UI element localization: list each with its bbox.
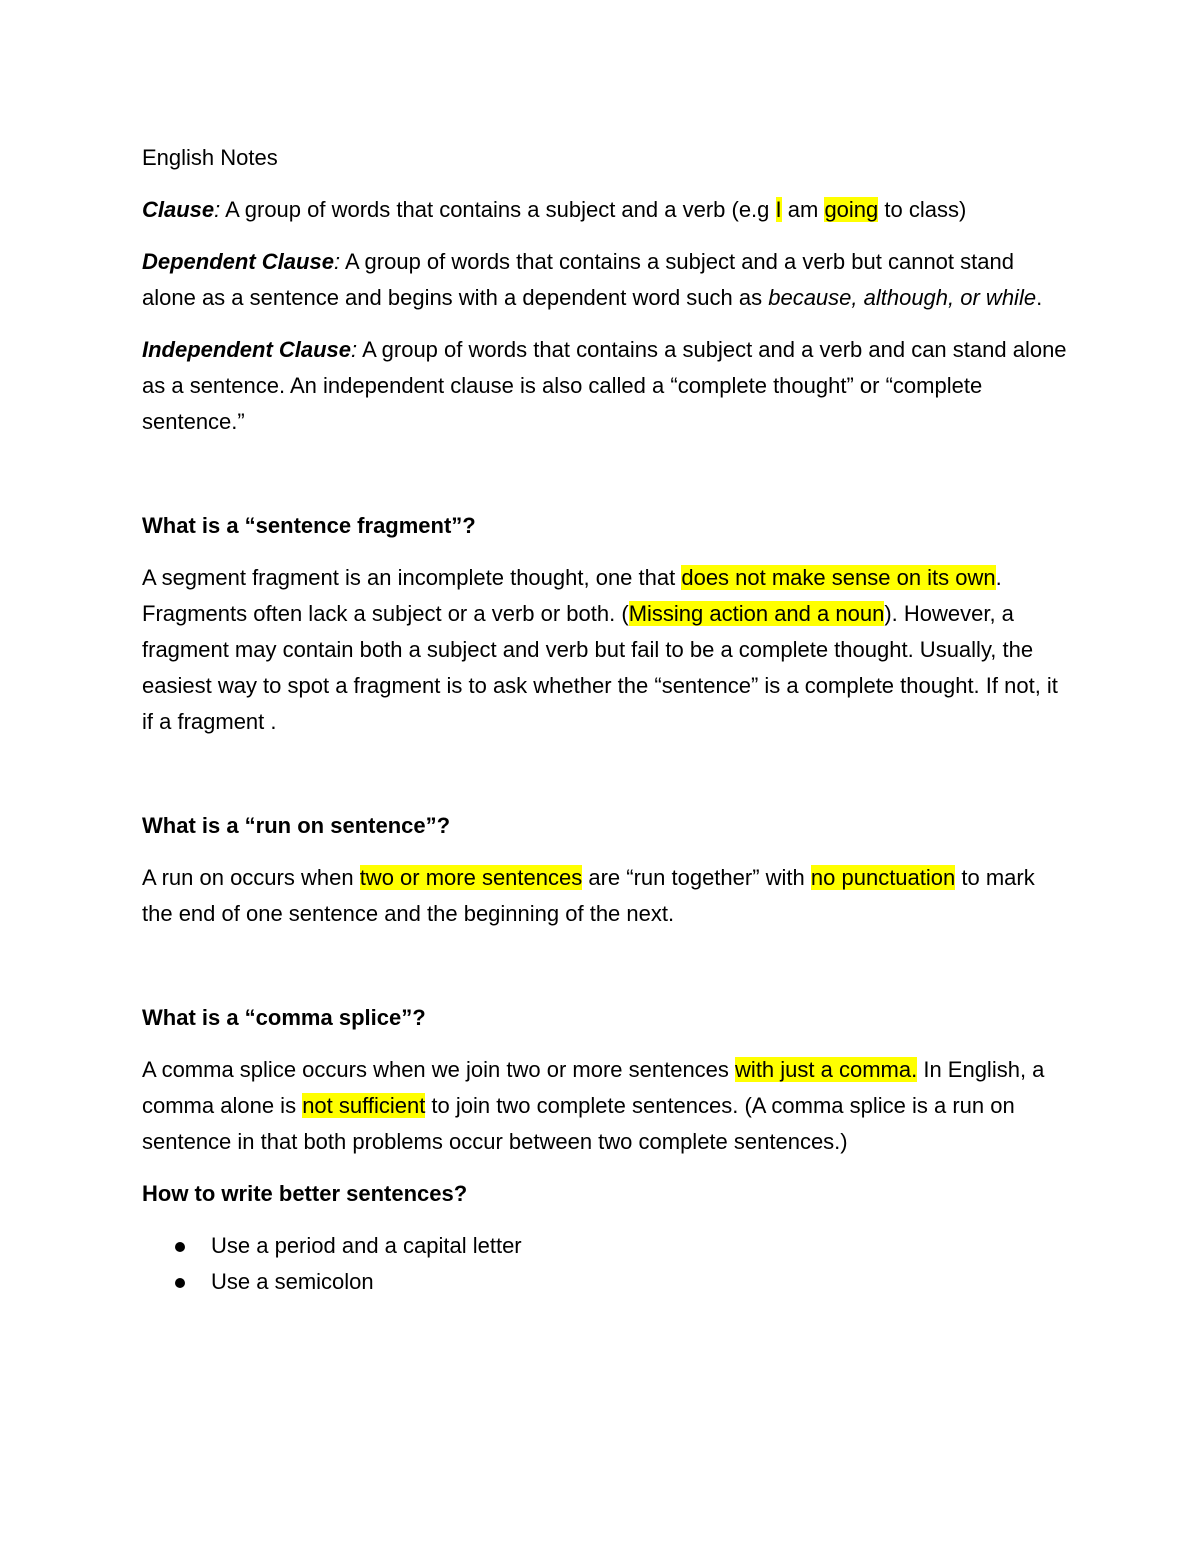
better-sentences-heading: How to write better sentences?: [142, 1181, 468, 1206]
comma-splice-heading: What is a “comma splice”?: [142, 1005, 426, 1030]
list-item-label: Use a semicolon: [211, 1269, 374, 1294]
document-title: English Notes: [142, 145, 278, 170]
dependent-clause-term: Dependent Clause: [142, 249, 334, 274]
fragment-text-3: ). However, a fragment may contain both a subject and verb but fail to be a complete thought. Usually, the easiest way to spot a fragment is to ask whether the “sentence” is a complete thought. If not, it if a fragment .: [142, 601, 1058, 734]
run-on-heading: What is a “run on sentence”?: [142, 813, 451, 838]
independent-clause-definition: [142, 332, 1067, 440]
independent-clause-colon: :: [351, 337, 358, 362]
bullet-dot-icon: [175, 1278, 185, 1288]
run-on-text-2: are “run together” with: [582, 865, 811, 890]
comma-splice-text-2: In English, a comma alone is: [142, 1057, 1045, 1118]
clause-text-1: A group of words that contains a subject and a verb (e.g: [220, 197, 776, 222]
dependent-clause-text-2: .: [1036, 285, 1043, 310]
comma-splice-paragraph: [142, 1052, 1067, 1160]
fragment-paragraph: [142, 560, 1067, 740]
run-on-text-1: A run on occurs when: [142, 865, 360, 890]
dependent-clause-text-1: A group of words that contains a subject and a verb but cannot stand alone as a sentence and begins with a dependent word such as: [142, 249, 1014, 310]
clause-highlight-2: going: [824, 197, 879, 222]
fragment-text-2: . Fragments often lack a subject or a verb or both. (: [142, 565, 1002, 626]
dependent-clause-colon: :: [333, 249, 341, 274]
fragment-heading: What is a “sentence fragment”?: [142, 513, 476, 538]
independent-clause-text-1: A group of words that contains a subject and a verb and can stand alone as a sentence. An independent clause is also called a “complete thought” or “complete sentence.”: [142, 337, 1067, 434]
run-on-text-3: to mark the end of one sentence and the beginning of the next.: [142, 865, 1035, 926]
clause-term: Clause: [142, 197, 215, 222]
independent-clause-term: Independent Clause: [142, 337, 352, 362]
dependent-clause-definition: [142, 244, 1067, 316]
clause-text-3: to class): [878, 197, 967, 222]
list-item: [142, 1264, 1067, 1300]
clause-highlight-1: I: [775, 197, 782, 222]
clause-colon: :: [214, 197, 221, 222]
run-on-highlight-1: two or more sentences: [359, 865, 583, 890]
document-body: [142, 140, 1067, 1300]
fragment-highlight-2: Missing action and a noun: [628, 601, 885, 626]
list-item-label: Use a period and a capital letter: [211, 1233, 522, 1258]
bullet-dot-icon: [175, 1242, 185, 1252]
comma-splice-highlight-2: not sufficient: [302, 1093, 426, 1118]
comma-splice-text-1: A comma splice occurs when we join two or more sentences: [142, 1057, 736, 1082]
fragment-text-1: A segment fragment is an incomplete thought, one that: [142, 565, 682, 590]
fragment-highlight-1: does not make sense on its own: [681, 565, 996, 590]
run-on-paragraph: [142, 860, 1067, 932]
dependent-clause-examples: because, although, or while: [768, 285, 1037, 310]
comma-splice-text-3: to join two complete sentences. (A comma splice is a run on sentence in that both problems occur between two complete sentences.): [142, 1093, 1015, 1154]
clause-text-2: am: [781, 197, 825, 222]
list-item: [142, 1228, 1067, 1264]
better-sentences-list: [142, 1228, 1067, 1300]
clause-definition: [142, 192, 1067, 228]
comma-splice-highlight-1: with just a comma.: [735, 1057, 918, 1082]
run-on-highlight-2: no punctuation: [810, 865, 956, 890]
